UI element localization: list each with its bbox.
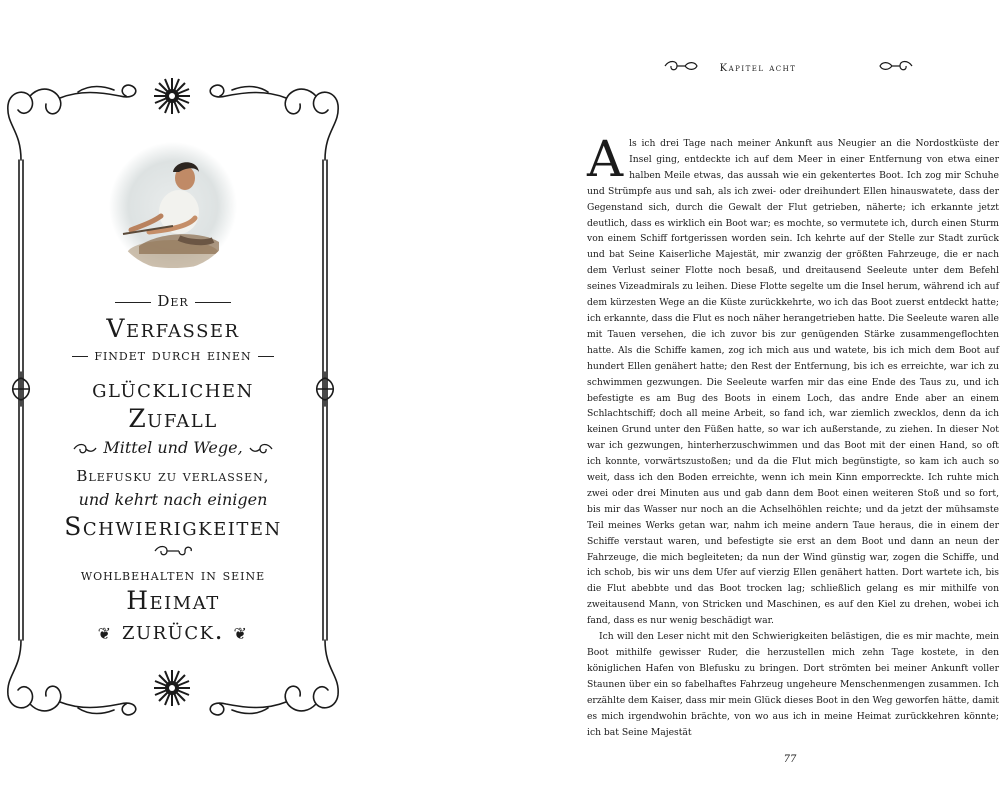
title-line-5: Zufall <box>128 404 218 433</box>
swirl-divider-icon <box>151 545 195 557</box>
title-rule <box>195 302 231 303</box>
title-line-4: glücklichen <box>92 374 254 403</box>
title-line-10: wohlbehalten in seine <box>80 566 266 584</box>
drop-cap: A <box>587 130 624 188</box>
chapter-body-text <box>587 130 999 740</box>
leaf-left-icon: ❦ <box>97 624 113 643</box>
leaf-right-icon: ❦ <box>233 624 249 643</box>
sunburst-top-icon <box>154 78 190 114</box>
rower-portrait-image <box>109 142 237 270</box>
right-page <box>500 0 1000 800</box>
running-head-ornament-right-icon <box>878 59 914 73</box>
title-line-2: Verfasser <box>106 314 240 343</box>
corner-scroll-icon <box>8 92 33 160</box>
sunburst-bottom-icon <box>154 670 190 706</box>
paragraph-1 <box>587 130 999 629</box>
title-line-12: zurück. <box>121 616 225 645</box>
title-rule <box>72 356 88 357</box>
title-rule <box>115 302 151 303</box>
title-line-7: Blefusku zu verlassen, <box>76 467 270 485</box>
title-line-9: Schwierigkeiten <box>64 512 282 541</box>
swirl-right-icon <box>248 443 274 455</box>
swirl-left-icon <box>72 443 98 455</box>
page-number: 77 <box>783 754 797 765</box>
paragraph-1-text: ls ich drei Tage nach meiner Ankunft aus Neugier an die Nordostküste der Insel ging, entdeckte ich auf dem Meer in einer Entfernung von etwa einer halben Meile etwas, das aussah wie ein gekentertes Boot. Ich zog mir Schuhe und Strümpfe aus und sah, als ich zwei- oder dreihundert Ellen hinauswatete, dass der Gegenstand sich, durch die Gewalt der Flut getrieben, näherte; ich erkannte jetzt deutlich, dass es wirklich ein Boot war; es mochte, so vermutete ich, durch einen Sturm von einem Schiff fortgerissen worden sein. Ich kehrte auf der Stelle zur Stadt zurück und bat Seine Kaiserliche Majestät, mir zwanzig der größten Fahrzeuge, die er nach dem Verlust seiner Flotte noch besaß, und dreitausend Seeleute unter dem Befehl seines Vizeadmirals zu leihen. Diese Flotte segelte um die Insel herum, während ich auf dem kürzesten Wege an die Küste zurückkehrte, wo ich das Boot zuerst entdeckt hatte; ich erkannte, dass die Flut es noch näher herangetrieben hatte. Die Seeleute waren alle mit Tauen versehen, die ich zuvor bis zur genügenden Stärke zusammengeflochten hatte. Als die Schiffe kamen, zog ich mich aus und watete, bis ich mich dem Boot auf hundert Ellen genähert hatte; den Rest der Entfernung, bis ich es erreichte, war ich zu schwimmen gezwungen. Die Seeleute warfen mir das eine Ende des Taus zu, und ich befestigte es am Bug des Boots in einem Loch, das andre Ende aber an einem Schlachtschiff; doch all meine Arbeit, so fand ich, war ziemlich zwecklos, denn da ich keinen Grund unter den Füßen hatte, so war ich außerstande, zu ziehen. In dieser Not war ich gezwungen, hinterherzuschwimmen und das Boot mit der einen Hand, so oft ich konnte, vorwärtszustoßen; und da die Flut mich begünstigte, so kam ich auch so weit, dass ich den Boden erreichte, wenn ich mein Kinn emporreckte. Ich ruhte mich zwei oder drei Minuten aus und gab dann dem Boot einen weiteren Stoß und so fort, bis mir das Wasser nur noch an die Achselhöhlen reichte; und da jetzt der mühsamste Teil meines Werks getan war, nahm ich meine andern Taue heraus, die in einem der Schiffe verstaut waren, und befestigte sie erst an dem Boot und dann an neun der Fahrzeuge, die mich begleiteten; da nun der Wind günstig war, zogen die Schiffe, und ich schob, bis wir uns dem Ufer auf vierzig Ellen genähert hatten. Dort wartete ich, bis die Flut abebbte und das Boot trocken lag; schließlich gelang es mir mithilfe von zweitausend Mann, von Stricken und Maschinen, es auf den Kiel zu drehen, wobei ich fand, dass es nur wenig beschädigt war. <box>587 138 999 627</box>
running-head: Kapitel acht <box>719 63 797 74</box>
title-line-3: findet durch einen <box>94 346 252 364</box>
title-rule <box>258 356 274 357</box>
title-line-6: Mittel und Wege, <box>103 438 243 457</box>
chapter-title-block <box>40 294 306 648</box>
title-line-8: und kehrt nach einigen <box>78 490 268 509</box>
title-line-11: Heimat <box>126 586 220 615</box>
paragraph-2: Ich will den Leser nicht mit den Schwierigkeiten belästigen, die es mir machte, mein Boot mithilfe gewisser Ruder, die herzustellen mich zehn Tage kostete, in den königlichen Hafen von Blefusku zu bringen. Dort strömten bei meiner Ankunft voller Staunen über ein so fabelhaftes Fahrzeug ungeheure Menschenmengen zusammen. Ich erzählte dem Kaiser, dass mir mein Glück dieses Boot in den Weg geworfen hätte, damit es mich irgendwohin brächte, von wo aus ich in meine Heimat zurückkehren könnte; ich bat Seine Majestät <box>587 631 999 738</box>
title-line-1: Der <box>157 292 189 310</box>
